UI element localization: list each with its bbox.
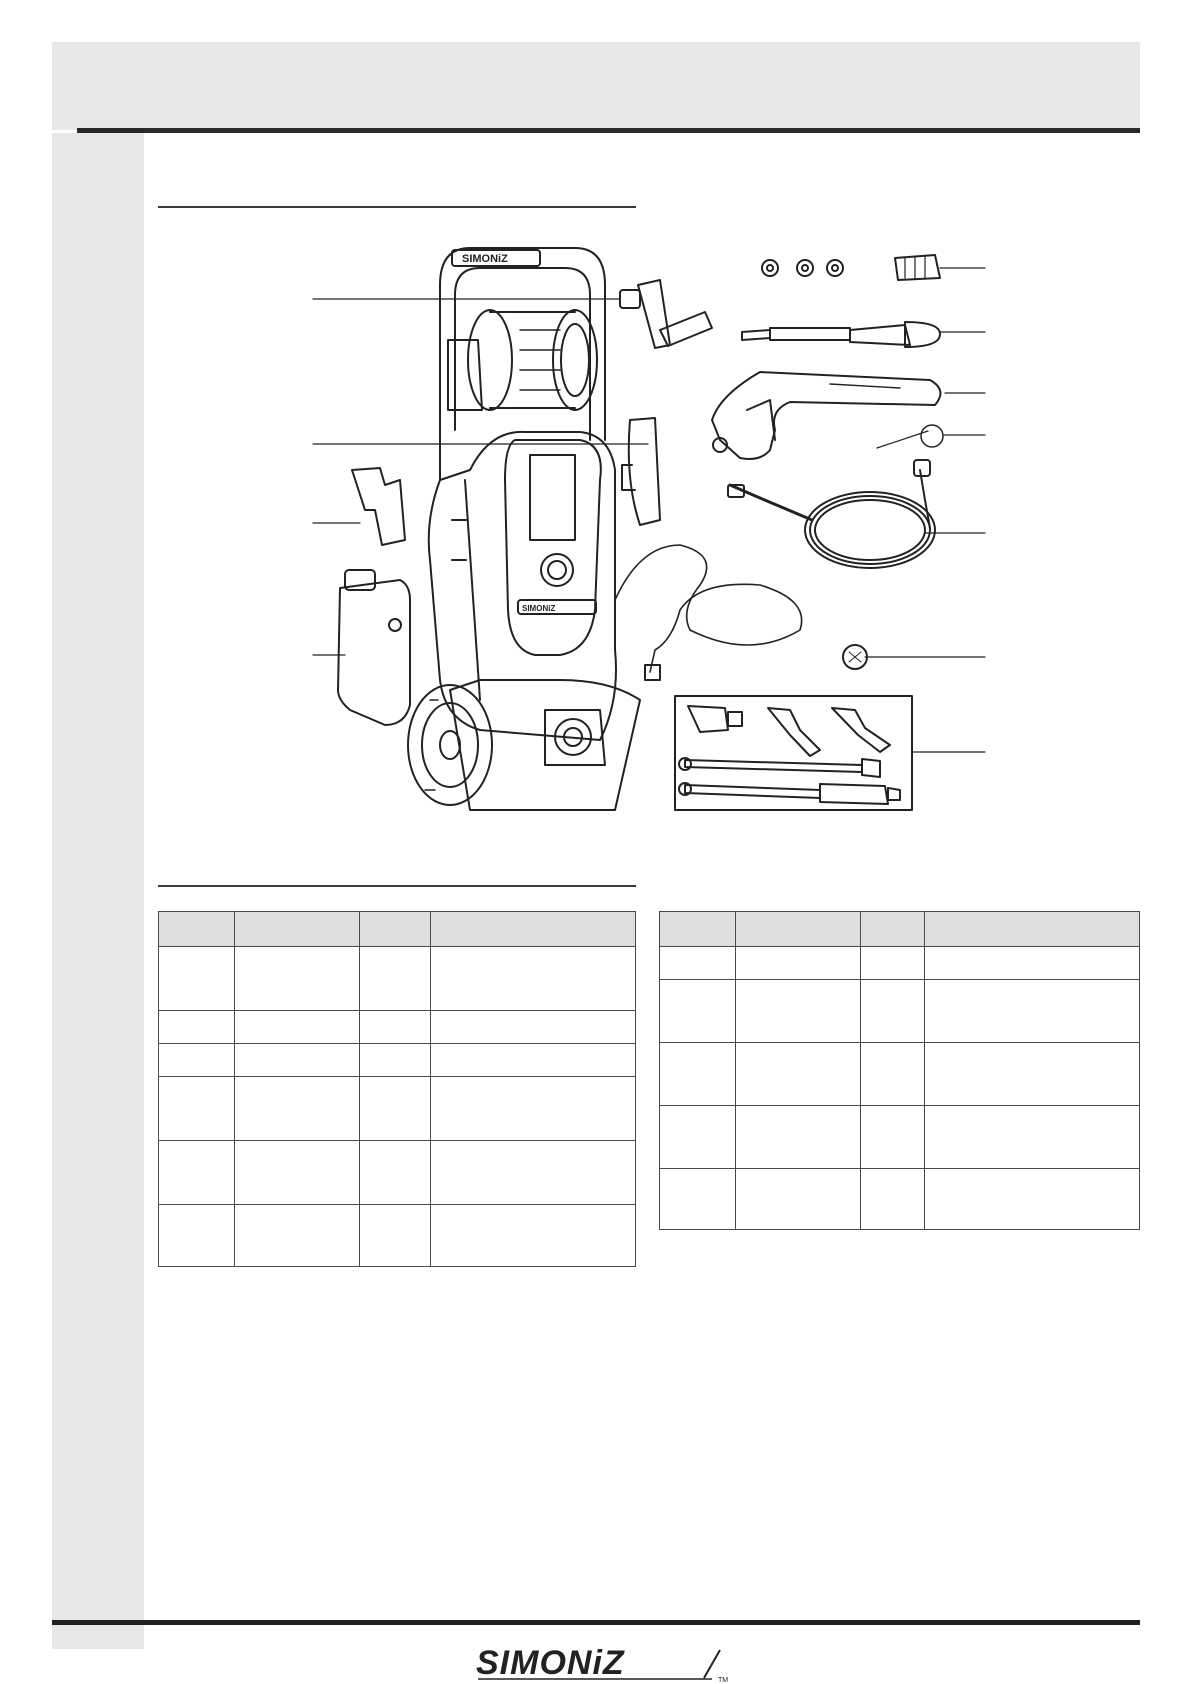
small-nozzles <box>762 260 843 276</box>
table-cell <box>159 1011 235 1044</box>
accessory-kit <box>675 696 912 810</box>
hose-reel <box>468 310 597 410</box>
washer-body <box>429 430 616 740</box>
parts-table-right <box>659 911 1140 1230</box>
leader-line-9 <box>877 431 928 448</box>
table-cell <box>861 1043 925 1106</box>
table-cell <box>159 1205 235 1267</box>
table-cell <box>925 1043 1140 1106</box>
table-cell <box>431 1077 636 1141</box>
table-cell <box>235 1141 360 1205</box>
washer-handle-frame <box>440 248 605 440</box>
table-cell <box>660 980 736 1043</box>
table-cell <box>925 980 1140 1043</box>
table-cell <box>360 1077 431 1141</box>
table-cell <box>360 1044 431 1077</box>
header-cell <box>360 912 431 947</box>
table-cell <box>861 1106 925 1169</box>
table-cell <box>360 1141 431 1205</box>
hose-holder <box>622 418 660 525</box>
header-cell <box>159 912 235 947</box>
table-cell <box>660 1106 736 1169</box>
table-row <box>660 1106 1140 1169</box>
power-cord <box>615 545 802 672</box>
table-row <box>159 1044 636 1077</box>
table-row <box>159 1011 636 1044</box>
table-cell <box>861 947 925 980</box>
table-row <box>660 947 1140 980</box>
table-cell <box>235 1011 360 1044</box>
header-cell <box>925 912 1140 947</box>
table-cell <box>660 1169 736 1230</box>
table-cell <box>736 1169 861 1230</box>
parts-table-left <box>158 911 636 1267</box>
table-row <box>660 1169 1140 1230</box>
table-cell <box>235 1077 360 1141</box>
table-cell <box>235 1205 360 1267</box>
table-row <box>159 947 636 1011</box>
table-row <box>660 1043 1140 1106</box>
table-row <box>159 1141 636 1205</box>
table-cell <box>736 947 861 980</box>
header-cell <box>861 912 925 947</box>
table-row <box>159 1205 636 1267</box>
footer-rule <box>52 1620 1140 1625</box>
body-brand-text: SIMONiZ <box>522 604 556 613</box>
table-header-row <box>159 912 636 947</box>
header-cell <box>235 912 360 947</box>
table-cell <box>861 1169 925 1230</box>
table-cell <box>159 947 235 1011</box>
spray-gun <box>712 372 940 459</box>
detergent-bottle <box>338 570 410 725</box>
table-cell <box>235 1044 360 1077</box>
header-cell <box>660 912 736 947</box>
table-row <box>660 980 1140 1043</box>
table-cell <box>925 1169 1140 1230</box>
power-plug <box>645 665 660 680</box>
table-cell <box>235 947 360 1011</box>
table-cell <box>360 1205 431 1267</box>
table-cell <box>159 1141 235 1205</box>
high-pressure-hose <box>728 460 935 568</box>
table-cell <box>431 1141 636 1205</box>
logo-text: SIMONiZ <box>476 1644 625 1682</box>
table-cell <box>861 980 925 1043</box>
simoniz-logo <box>472 1644 742 1684</box>
table-cell <box>925 1106 1140 1169</box>
table-cell <box>360 947 431 1011</box>
gun-holder <box>352 468 405 545</box>
spray-lance <box>742 322 940 347</box>
table-cell <box>431 1044 636 1077</box>
table-cell <box>736 1043 861 1106</box>
table-cell <box>660 947 736 980</box>
table-cell <box>431 947 636 1011</box>
table-cell <box>660 1043 736 1106</box>
header-cell <box>736 912 861 947</box>
wheel <box>408 685 492 805</box>
table-cell <box>736 980 861 1043</box>
o-ring <box>921 425 943 447</box>
table-cell <box>431 1205 636 1267</box>
table-cell <box>736 1106 861 1169</box>
rotary-nozzle <box>895 255 940 280</box>
trademark-text: TM <box>718 1677 729 1684</box>
table-cell <box>159 1044 235 1077</box>
table-cell <box>360 1011 431 1044</box>
table-row <box>159 1077 636 1141</box>
table-cell <box>925 947 1140 980</box>
table-cell <box>159 1077 235 1141</box>
reel-crank <box>620 280 712 348</box>
frame-brand-text: SIMONiZ <box>462 253 508 265</box>
table-header-row <box>660 912 1140 947</box>
table-cell <box>431 1011 636 1044</box>
header-cell <box>431 912 636 947</box>
